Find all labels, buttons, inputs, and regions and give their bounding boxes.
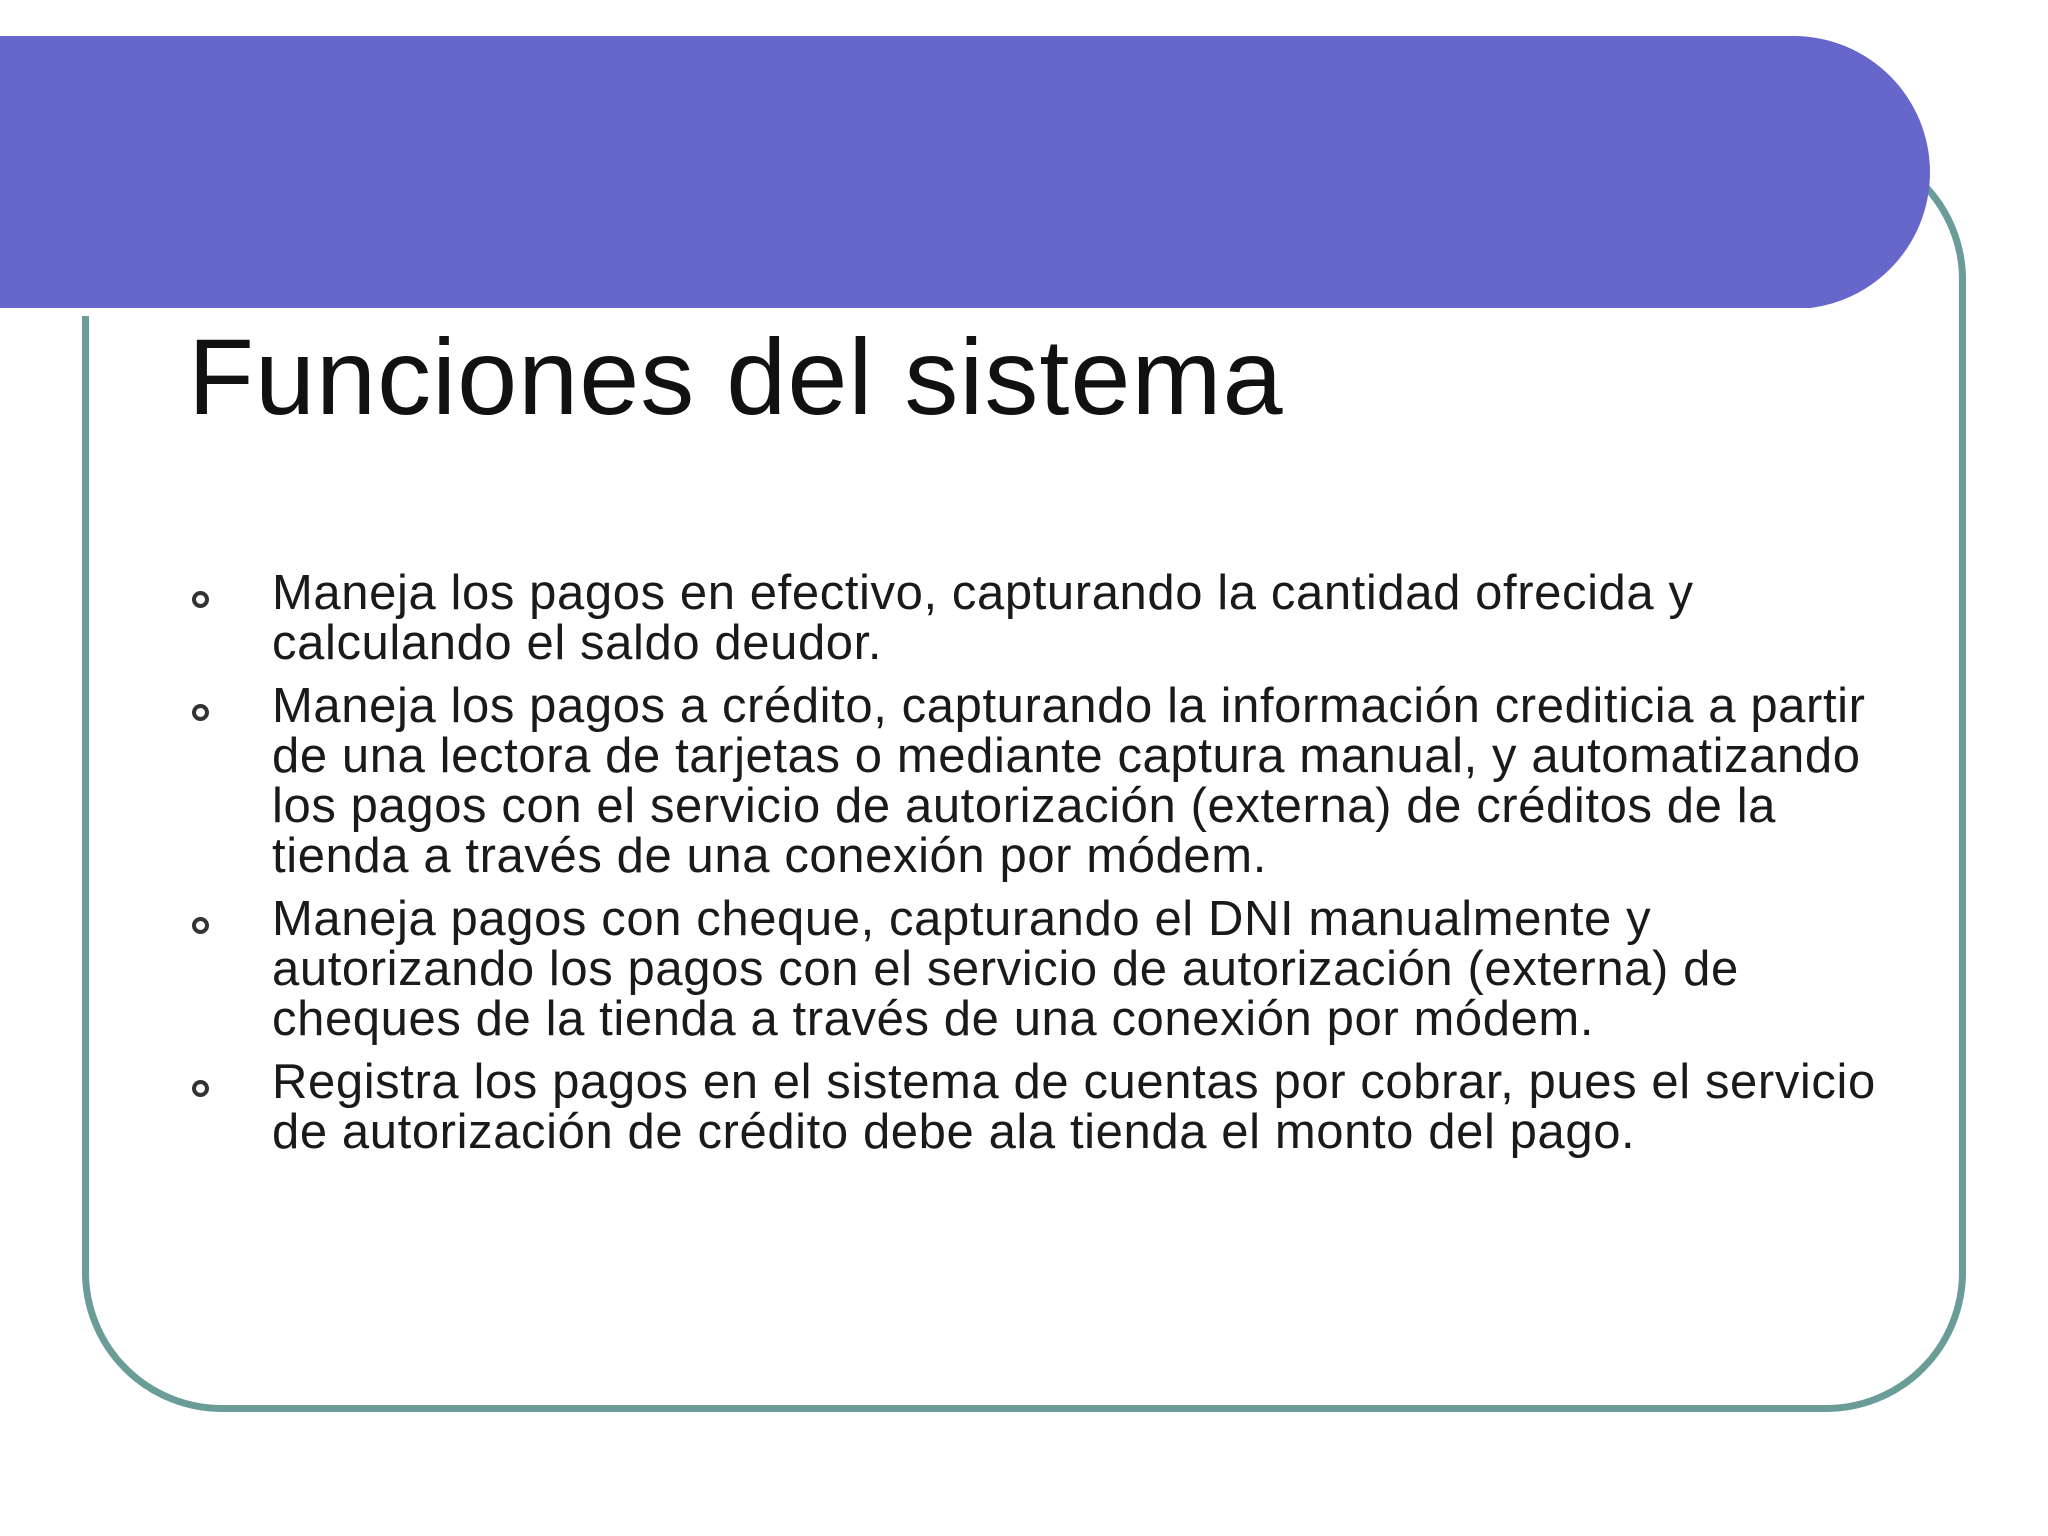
bullet-text: Registra los pagos en el sistema de cuentas por cobrar, pues el servicio de autorización de crédito debe ala tienda el monto del pago. [272,1055,1876,1159]
bullet-icon [192,591,209,608]
header-band [0,36,1930,309]
list-item [184,894,1904,1044]
list-item [184,681,1904,881]
list-item [184,1057,1904,1157]
bullet-icon [192,704,209,721]
bullet-list [184,568,1904,1170]
bullet-text: Maneja los pagos en efectivo, capturando la cantidad ofrecida y calculando el saldo deudor. [272,566,1694,670]
list-item [184,568,1904,668]
bullet-text: Maneja los pagos a crédito, capturando la información crediticia a partir de una lectora de tarjetas o mediante captura manual, y automatizando los pagos con el servicio de autorización (externa) de créditos de la tienda a través de una conexión por módem. [272,679,1866,883]
bullet-icon [192,917,209,934]
bullet-text: Maneja pagos con cheque, capturando el DNI manualmente y autorizando los pagos con el servicio de autorización (externa) de cheques de la tienda a través de una conexión por módem. [272,892,1739,1046]
header-divider [0,308,1832,316]
bullet-icon [192,1080,209,1097]
slide-title: Funciones del sistema [188,316,1284,437]
